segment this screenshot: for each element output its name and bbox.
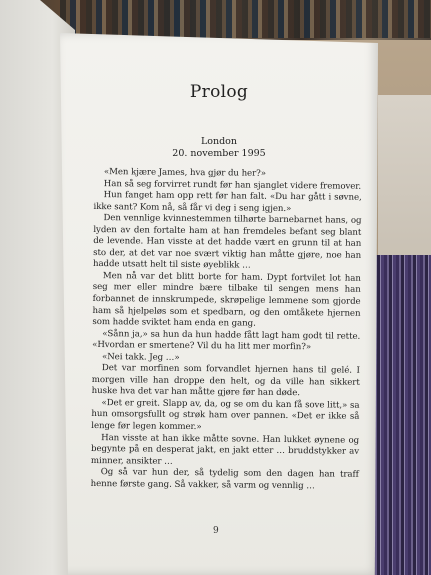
- paragraph: «Men kjære James, hva gjør du her?»: [103, 167, 266, 179]
- body-text: [91, 167, 362, 493]
- chapter-title: Prolog: [189, 82, 249, 102]
- paragraph: Det var morfinen som forvandlet hjernen hans til gelé. I morgen ville han droppe den helt, og da ville han sikkert huske hva det var han måtte gjøre før han døde.: [91, 363, 360, 399]
- paragraph: «Det er greit. Slapp av, da, og se om du kan få sove litt,» sa hun omsorgsfullt og strøk ham over pannen. «Det er ikke så lenge før legen kommer.»: [91, 398, 360, 433]
- paragraph: Hun fanget ham opp rett før han falt. «Du har gått i søvne, ikke sant? Kom nå, så får vi deg i seng igjen.»: [93, 190, 362, 214]
- paragraph: «Nei takk. Jeg …»: [101, 351, 180, 363]
- paragraph: Han visste at han ikke måtte sovne. Han lukket øynene og begynte på en desperat jakt, en jakt etter … bruddstykker av minner, ansikter …: [90, 432, 360, 467]
- date-line: 20. november 1995: [172, 148, 266, 159]
- paragraph: Og så var hun der, så tydelig som den dagen han traff henne første gang. Så vakker, så varm og vennlig …: [90, 467, 359, 492]
- striped-cloth: [372, 255, 431, 575]
- shelf-books: [60, 0, 431, 38]
- paragraph: Han så seg forvirret rundt før han sjanglet videre fremover.: [103, 178, 362, 192]
- paragraph: Den vennlige kvinnestemmen tilhørte barnebarnet hans, og lyden av den fortalte ham at han fremdeles befant seg blant de levende. Han visste at det hadde vært en grunn til at han sto der, at det var noe svært viktig han måtte gjøre, noe han hadde utsatt helt til siste øyeblikk …: [92, 213, 362, 272]
- paragraph: Men nå var det blitt borte for ham. Dypt fortvilet lot han seg mer eller mindre bære tilbake til sengen mens han forbannet de innskrumpede, skrøpelige lemmene som gjorde ham så hjelpeløs som et spedbarn, og den omtåkete hjernen som hadde sviktet ham enda en gang.: [92, 271, 361, 329]
- paragraph: «Sånn ja,» sa hun da hun hadde fått lagt ham godt til rette. «Hvordan er smertene? Vil du ha litt mer morfin?»: [92, 328, 361, 353]
- place-line: London: [200, 136, 238, 147]
- box-on-table: [378, 95, 431, 255]
- page-number: 9: [213, 526, 219, 536]
